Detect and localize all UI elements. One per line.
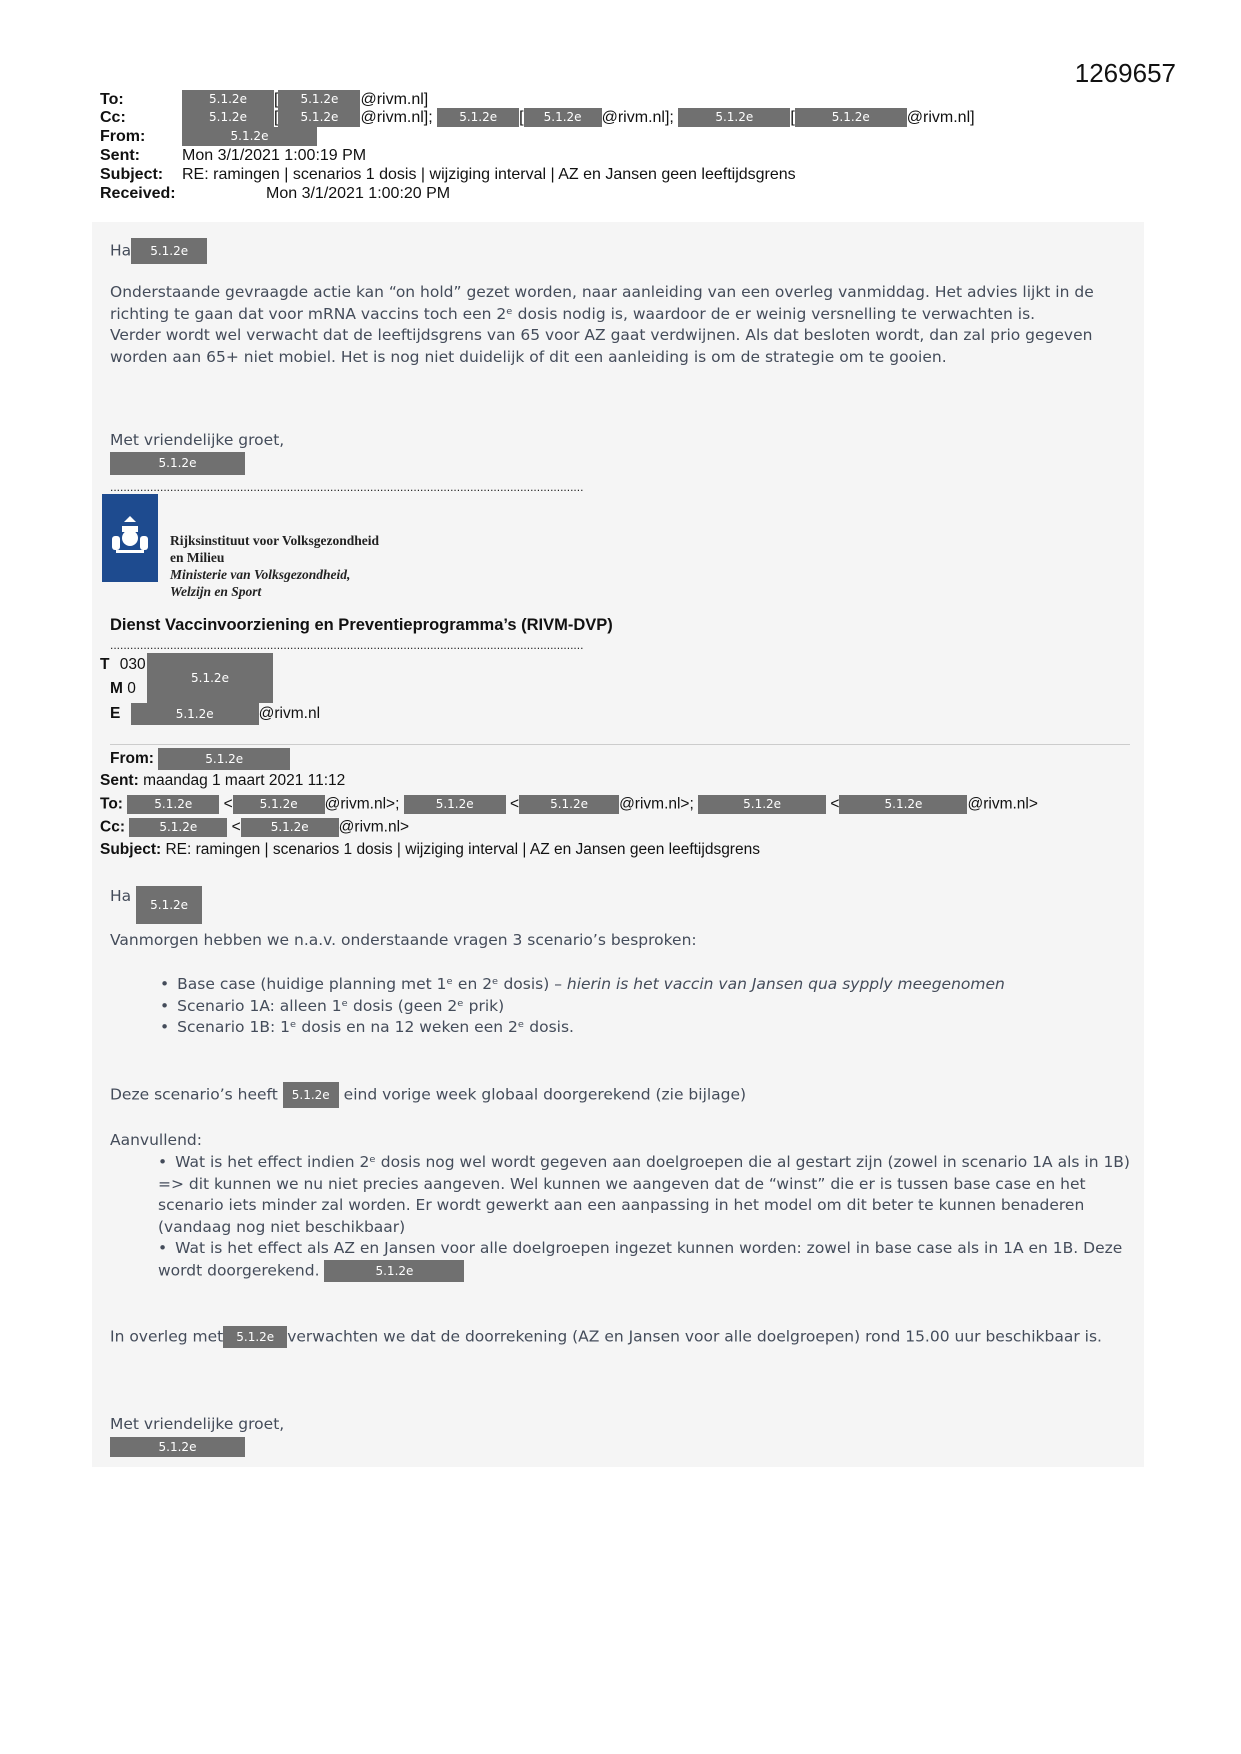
addr-sep: @rivm.nl>; [324, 795, 400, 813]
e-label: E [110, 705, 121, 723]
fwd-subject-label: Subject: [100, 841, 162, 858]
fwd-cc-label: Cc: [100, 818, 125, 836]
t-label: T [100, 656, 110, 673]
ministry-line: Ministerie van Volksgezondheid, [170, 567, 351, 582]
redaction: 5.1.2e [147, 653, 273, 703]
redaction: 5.1.2e [524, 108, 602, 127]
scenario-list [160, 974, 1140, 1039]
fwd-from-label: From: [110, 750, 154, 768]
fwd-subject-value: RE: ramingen | scenarios 1 dosis | wijziging interval | AZ en Jansen geen leeftijdsgrens [165, 841, 760, 858]
fwd-cc [100, 818, 409, 837]
bullet-text: Base case (huidige planning met 1ᵉ en 2ᵉ dosis) – [177, 975, 567, 993]
lt: < [510, 795, 520, 813]
redaction: 5.1.2e [182, 90, 274, 109]
message-1-closing: Met vriendelijke groet, [110, 431, 285, 449]
email-domain: @rivm.nl [258, 705, 321, 723]
greeting: Ha [110, 241, 132, 260]
received-label: Received: [100, 185, 176, 202]
redaction: 5.1.2e [519, 795, 619, 814]
redaction: 5.1.2e [131, 238, 207, 264]
organization-name [170, 532, 379, 600]
cc-label: Cc: [100, 109, 126, 126]
redaction: 5.1.2e [437, 108, 519, 127]
calc-sentence [110, 1082, 746, 1108]
signature-divider: .............................................................................................................................................. [110, 480, 584, 494]
fwd-subject [100, 841, 760, 859]
bracket: [ [519, 109, 524, 126]
redaction: 5.1.2e [241, 818, 339, 837]
fwd-to-label: To: [100, 795, 123, 813]
bracket: [ [790, 109, 795, 126]
redaction: 5.1.2e [158, 748, 290, 770]
list-item: • Scenario 1B: 1ᵉ dosis en na 12 weken een 2ᵉ dosis. [160, 1017, 1140, 1039]
redaction: 5.1.2e [223, 1326, 287, 1348]
overleg-before: In overleg met [110, 1327, 224, 1346]
message-2-closing: Met vriendelijke groet, [110, 1415, 285, 1433]
message-2-greeting [110, 886, 202, 924]
from-label: From: [100, 128, 146, 145]
additional-list [158, 1152, 1138, 1282]
bullet-text: Wat is het effect als AZ en Jansen voor alle doelgroepen ingezet kunnen worden: zowel in base case als in 1A en 1B. Deze wordt doorgerekend. [158, 1239, 1123, 1279]
redaction: 5.1.2e [283, 1082, 339, 1108]
redaction: 5.1.2e [182, 108, 274, 127]
contact-email [110, 703, 320, 725]
to-label: To: [100, 91, 124, 108]
org-line: en Milieu [170, 550, 225, 565]
ministry-line: Welzijn en Sport [170, 584, 262, 599]
fwd-to [100, 795, 1038, 814]
redaction: 5.1.2e [698, 795, 826, 814]
org-line: Rijksinstituut voor Volksgezondheid [170, 533, 380, 548]
redaction: 5.1.2e [324, 1260, 464, 1282]
m-value: 0 [127, 680, 136, 697]
list-item: • Wat is het effect indien 2ᵉ dosis nog wel wordt gegeven aan doelgroepen die al gestart zijn (zowel in scenario 1A als in 1B) => dit kunnen we nu niet precies aangeven. Wel kunnen we aangeven dat de “winst” die er is tussen base case en het scenario iets minder zal worden. Er wordt gewerkt aan een aanpassing in het model om dit beter te kunnen benaderen (vandaag nog niet beschikbaar) [158, 1152, 1138, 1238]
lt: < [231, 818, 241, 836]
received-value: Mon 3/1/2021 1:00:20 PM [266, 185, 451, 202]
overleg-after: verwachten we dat de doorrekening (AZ en Jansen voor alle doelgroepen) rond 15.00 uur beschikbaar is. [287, 1327, 1102, 1346]
fwd-sent-value: maandag 1 maart 2021 11:12 [143, 772, 346, 789]
addr-end: @rivm.nl> [338, 818, 410, 836]
redaction: 5.1.2e [795, 108, 907, 127]
list-item: • Scenario 1A: alleen 1ᵉ dosis (geen 2ᵉ prik) [160, 996, 1140, 1018]
subject-value: RE: ramingen | scenarios 1 dosis | wijziging interval | AZ en Jansen geen leeftijdsgrens [182, 166, 796, 183]
calc-before: Deze scenario’s heeft [110, 1085, 278, 1104]
sent-label: Sent: [100, 147, 140, 164]
subject-label: Subject: [100, 166, 164, 183]
contact-mobile [110, 680, 136, 698]
lt: < [830, 795, 840, 813]
list-item [158, 1238, 1138, 1282]
signature-divider: .............................................................................................................................................. [110, 638, 584, 652]
redaction: 5.1.2e [678, 108, 790, 127]
contact-phone [100, 656, 146, 674]
message-1-greeting [110, 238, 207, 264]
list-item [160, 974, 1140, 996]
message-2-intro: Vanmorgen hebben we n.a.v. onderstaande vragen 3 scenario’s besproken: [110, 931, 697, 949]
fwd-from [110, 748, 290, 770]
redaction: 5.1.2e [233, 795, 325, 814]
t-value: 030 [119, 656, 146, 673]
document-id: 1269657 [1074, 58, 1176, 88]
redaction: 5.1.2e [182, 127, 317, 146]
calc-after: eind vorige week globaal doorgerekend (zie bijlage) [343, 1085, 747, 1104]
sent-value: Mon 3/1/2021 1:00:19 PM [182, 147, 367, 164]
bullet-italic: hierin is het vaccin van Jansen qua sypply meegenomen [566, 975, 1005, 993]
message-1-body [110, 282, 1140, 368]
redaction: 5.1.2e [127, 795, 219, 814]
redaction: 5.1.2e [131, 703, 259, 725]
greeting: Ha [110, 887, 132, 905]
bracket: [ [274, 109, 279, 126]
redaction: 5.1.2e [278, 90, 360, 109]
paragraph: Onderstaande gevraagde actie kan “on hold” gezet worden, naar aanleiding van een overleg vanmiddag. Het advies lijkt in de richting te gaan dat voor mRNA vaccins toch een 2ᵉ dosis nodig is, waardoor de er weinig versnelling te verwachten is. [110, 283, 1094, 323]
redaction: 5.1.2e [110, 452, 245, 475]
m-label: M [110, 680, 123, 697]
coat-of-arms-icon [102, 494, 158, 582]
addr-end: @rivm.nl> [967, 795, 1038, 813]
department-name: Dienst Vaccinvoorziening en Preventieprogramma’s (RIVM-DVP) [110, 616, 613, 634]
paragraph: Verder wordt wel verwacht dat de leeftijdsgrens van 65 voor AZ gaat verdwijnen. Als dat besloten wordt, dan zal prio gegeven worden aan 65+ niet mobiel. Het is nog niet duidelijk of dit een aanleiding is om de strategie om te gooien. [110, 326, 1093, 366]
redaction: 5.1.2e [839, 795, 967, 814]
addr-sep: @rivm.nl>; [619, 795, 694, 813]
lt: < [223, 795, 233, 813]
redaction: 5.1.2e [129, 818, 227, 837]
bracket: [ [274, 91, 279, 108]
fwd-sent [100, 772, 345, 790]
cc-domain: @rivm.nl]; [601, 109, 674, 126]
to-domain: @rivm.nl] [360, 91, 429, 108]
fwd-sent-label: Sent: [100, 772, 139, 789]
additional-label: Aanvullend: [110, 1131, 202, 1149]
separator [110, 744, 1130, 745]
overleg-sentence [110, 1326, 1140, 1348]
rivm-logo [102, 494, 158, 582]
redaction: 5.1.2e [404, 795, 506, 814]
redaction: 5.1.2e [278, 108, 360, 127]
redaction: 5.1.2e [136, 886, 202, 924]
cc-domain: @rivm.nl]; [360, 109, 433, 126]
cc-domain: @rivm.nl] [906, 109, 975, 126]
redaction: 5.1.2e [110, 1437, 245, 1457]
